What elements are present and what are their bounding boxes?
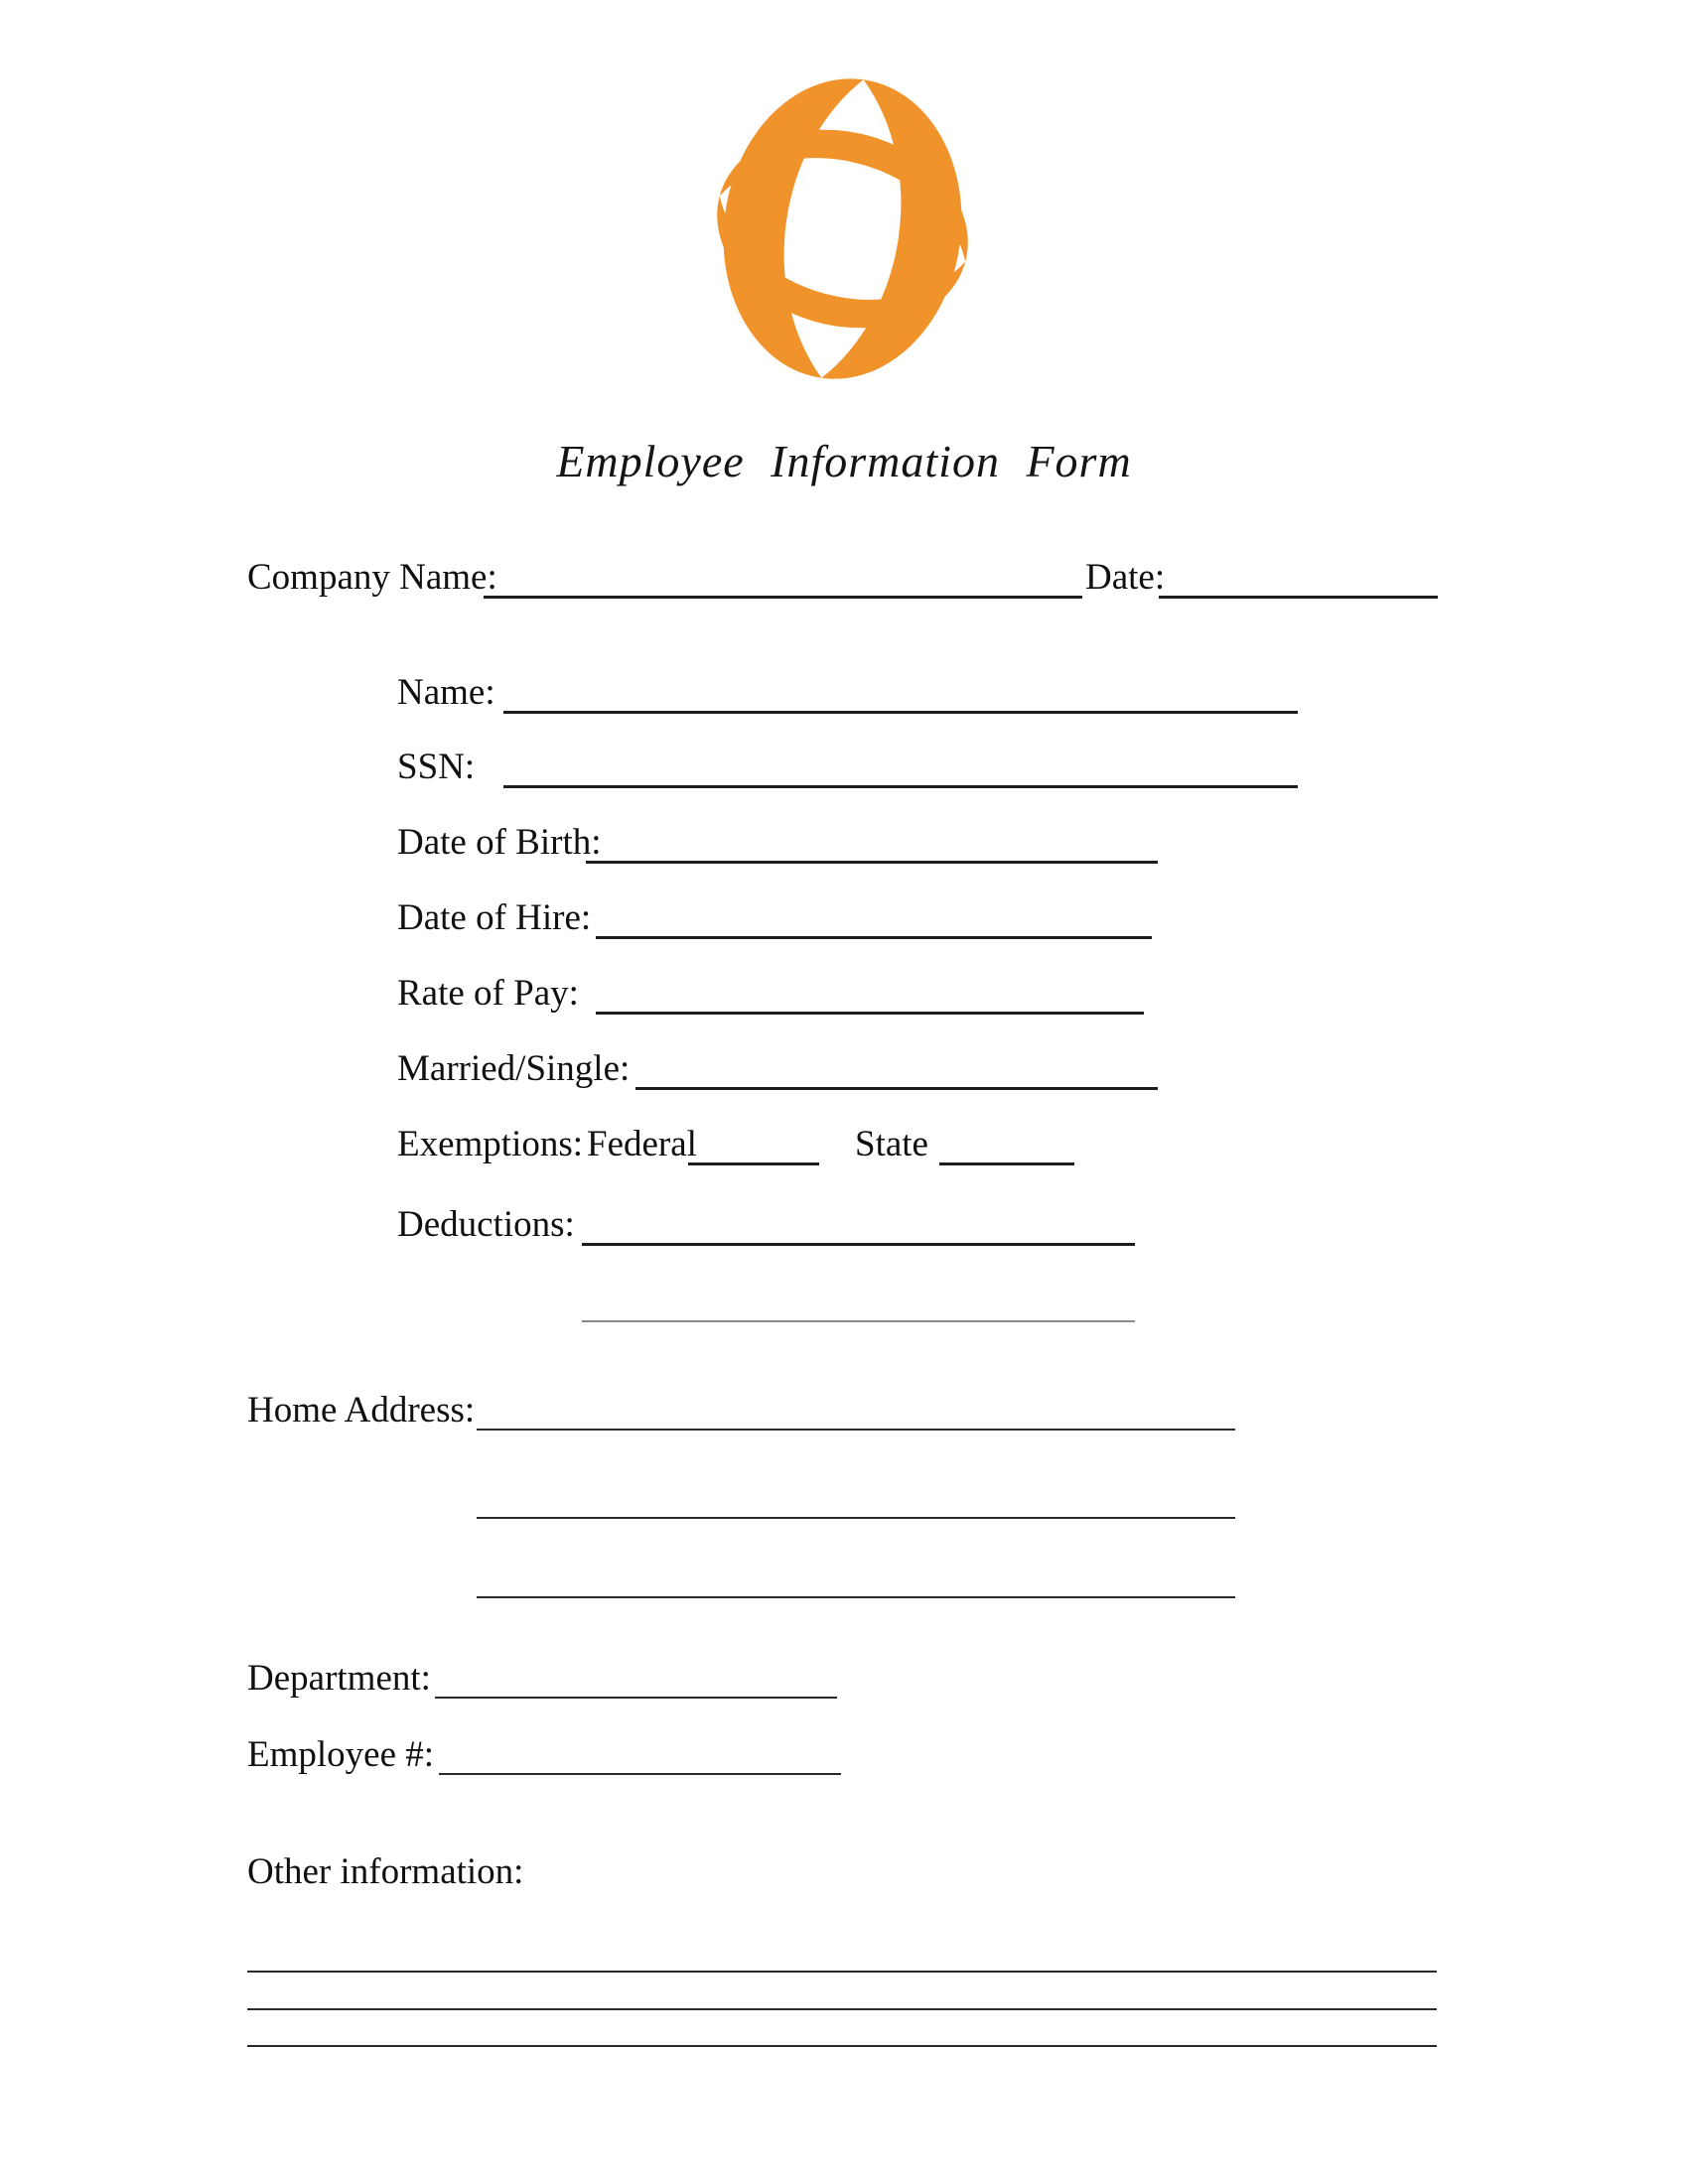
department-line: [435, 1697, 837, 1699]
date-of-birth-line: [586, 861, 1158, 864]
company-name-label: Company Name:: [247, 557, 497, 598]
home-address-line-3: [477, 1596, 1235, 1598]
home-address-label: Home Address:: [247, 1390, 476, 1431]
exemptions-state-line: [939, 1162, 1074, 1165]
date-of-hire-line: [596, 936, 1152, 939]
other-information-line-2: [247, 2008, 1437, 2010]
employee-number-label: Employee #:: [247, 1734, 435, 1775]
marital-status-line: [635, 1087, 1158, 1090]
date-of-hire-label: Date of Hire:: [397, 897, 592, 938]
exemptions-label: Exemptions:: [397, 1124, 584, 1164]
deductions-line: [582, 1243, 1135, 1246]
name-line: [503, 711, 1298, 714]
marital-status-label: Married/Single:: [397, 1048, 631, 1089]
exemptions-federal-line: [688, 1162, 819, 1165]
company-name-line: [484, 596, 1082, 599]
date-label: Date:: [1085, 557, 1166, 598]
form-title: Employee Information Form: [556, 436, 1132, 486]
home-address-line-2: [477, 1517, 1235, 1519]
other-information-label: Other information:: [247, 1851, 524, 1892]
exemptions-state-label: State: [855, 1124, 928, 1164]
rate-of-pay-line: [596, 1012, 1144, 1015]
company-logo: [712, 63, 973, 395]
home-address-line-1: [477, 1429, 1235, 1431]
rate-of-pay-label: Rate of Pay:: [397, 973, 579, 1014]
other-information-line-3: [247, 2045, 1437, 2047]
other-information-line-1: [247, 1971, 1437, 1973]
ssn-label: SSN:: [397, 747, 476, 787]
employee-number-line: [439, 1773, 841, 1775]
date-line: [1159, 596, 1438, 599]
ssn-line: [503, 785, 1298, 788]
exemptions-federal-label: Federal: [587, 1124, 697, 1164]
deductions-line-2: [582, 1320, 1135, 1322]
date-of-birth-label: Date of Birth:: [397, 822, 602, 863]
department-label: Department:: [247, 1658, 431, 1699]
deductions-label: Deductions:: [397, 1204, 575, 1245]
name-label: Name:: [397, 672, 495, 713]
swirl-vortex-icon: [712, 63, 973, 395]
